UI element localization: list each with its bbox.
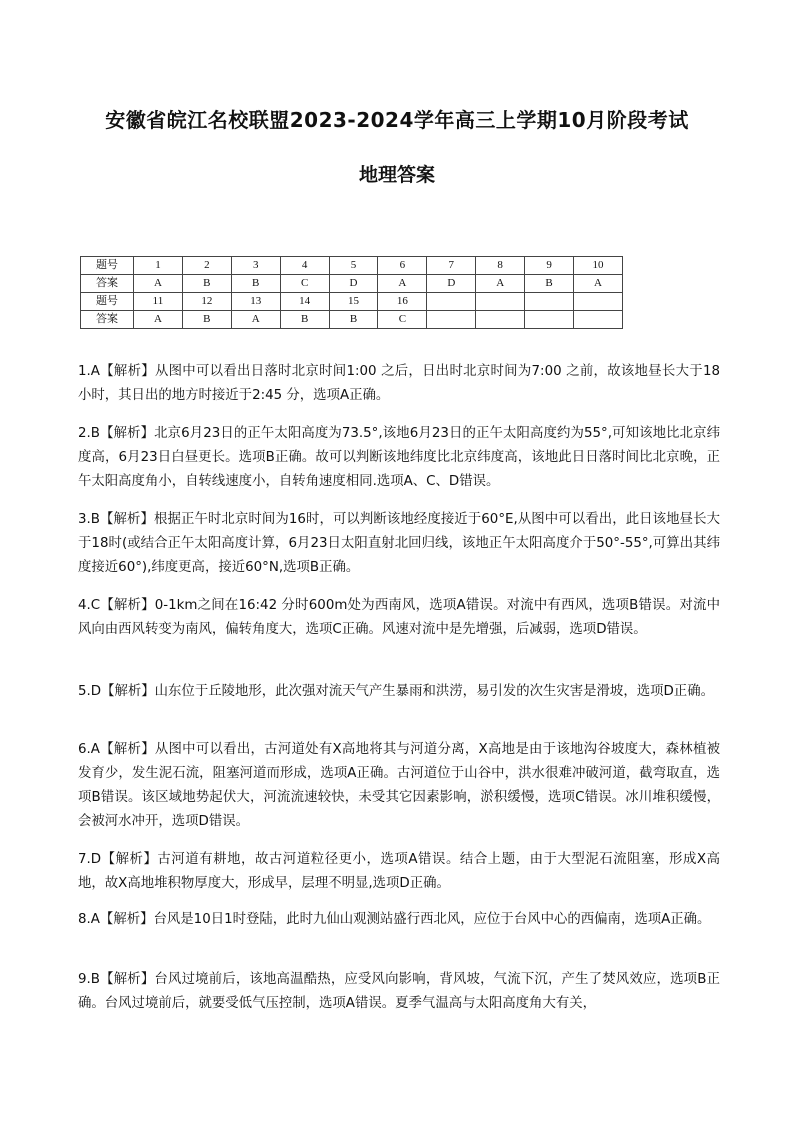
table-row-header: 答案 [81, 275, 134, 293]
table-row-header: 题号 [81, 257, 134, 275]
table-cell: 2 [182, 257, 231, 275]
explanation-1: 1.A【解析】从图中可以看出日落时北京时间1:00 之后，日出时北京时间为7:00 之前，故该地昼长大于18小时，其日出的地方时接近于2:45 分，选项A正确。 [78, 364, 720, 403]
table-cell: 11 [134, 293, 183, 311]
table-cell: 5 [329, 257, 378, 275]
table-cell: A [134, 311, 183, 329]
explanation-4: 4.C【解析】0-1km之间在16:42 分时600m处为西南风，选项A错误。对流中有西风，选项B错误。对流中风向由西风转变为南风，偏转角度大，选项C正确。风速对流中是先增强，后减弱，选项D错误。 [78, 598, 720, 637]
explanation-3: 3.B【解析】根据正午时北京时间为16时，可以判断该地经度接近于60°E,从图中可以看出，此日该地昼长大于18时(或结合正午太阳高度计算，6月23日太阳直射北回归线，该地正午太阳高度介于50°-55°,可算出其纬度接近60°),纬度更高，接近60°N,选项B正确。 [78, 512, 720, 575]
table-cell: A [231, 311, 280, 329]
document-title: 安徽省皖江名校联盟2023-2024学年高三上学期10月阶段考试 [105, 108, 689, 132]
table-cell [476, 293, 525, 311]
table-cell [574, 293, 623, 311]
table-cell: 4 [280, 257, 329, 275]
explanation-2: 2.B【解析】北京6月23日的正午太阳高度为73.5°,该地6月23日的正午太阳高度约为55°,可知该地比北京纬度高，6月23日白昼更长。选项B正确。故可以判断该地纬度比北京纬度高，该地此日日落时间比北京晚，正午太阳高度角小，自转线速度小，自转角速度相同.选项A、C、D错误。 [78, 426, 720, 489]
table-cell: A [378, 275, 427, 293]
table-cell: 14 [280, 293, 329, 311]
table-cell: 8 [476, 257, 525, 275]
table-cell: 7 [427, 257, 476, 275]
table-cell: B [182, 275, 231, 293]
table-row [81, 311, 623, 329]
table-cell: A [574, 275, 623, 293]
table-cell [427, 293, 476, 311]
table-row-header: 题号 [81, 293, 134, 311]
table-cell: C [378, 311, 427, 329]
table-cell: 1 [134, 257, 183, 275]
table-cell: D [427, 275, 476, 293]
table-cell: 10 [574, 257, 623, 275]
table-cell: 9 [525, 257, 574, 275]
table-cell [574, 311, 623, 329]
table-cell: B [525, 275, 574, 293]
table-row-header: 答案 [81, 311, 134, 329]
table-cell: A [134, 275, 183, 293]
table-cell: B [182, 311, 231, 329]
explanation-6: 6.A【解析】从图中可以看出，古河道处有X高地将其与河道分离，X高地是由于该地沟谷坡度大，森林植被发育少，发生泥石流，阻塞河道而形成，选项A正确。古河道位于山谷中，洪水很难冲破河道，截弯取直，选项B错误。该区域地势起伏大，河流流速较快，未受其它因素影响，淤积缓慢，选项C错误。冰川堆积缓慢，会被河水冲开，选项D错误。 [78, 742, 720, 829]
explanation-7: 7.D【解析】古河道有耕地，故古河道粒径更小，选项A错误。结合上题，由于大型泥石流阻塞，形成X高地，故X高地堆积物厚度大，形成早，层理不明显,选项D正确。 [78, 852, 720, 891]
table-row [81, 257, 623, 275]
table-cell: A [476, 275, 525, 293]
table-cell: 6 [378, 257, 427, 275]
table-cell: 12 [182, 293, 231, 311]
table-cell: B [280, 311, 329, 329]
table-row [81, 275, 623, 293]
table-cell [525, 293, 574, 311]
table-row [81, 293, 623, 311]
explanation-9: 9.B【解析】台风过境前后，该地高温酷热，应受风向影响，背风坡，气流下沉，产生了焚风效应，选项B正确。台风过境前后，就要受低气压控制，选项A错误。夏季气温高与太阳高度角大有关， [78, 972, 720, 1011]
explanation-5: 5.D【解析】山东位于丘陵地形，此次强对流天气产生暴雨和洪涝，易引发的次生灾害是滑坡，选项D正确。 [78, 684, 714, 699]
explanation-8: 8.A【解析】台风是10日1时登陆，此时九仙山观测站盛行西北风，应位于台风中心的西偏南，选项A正确。 [78, 912, 711, 927]
table-cell: D [329, 275, 378, 293]
table-cell [525, 311, 574, 329]
table-cell: 16 [378, 293, 427, 311]
document-subtitle: 地理答案 [358, 164, 435, 186]
table-cell: 15 [329, 293, 378, 311]
table-cell: 3 [231, 257, 280, 275]
table-cell [427, 311, 476, 329]
table-cell: 13 [231, 293, 280, 311]
table-cell: C [280, 275, 329, 293]
answer-table [80, 256, 623, 329]
table-cell: B [329, 311, 378, 329]
table-cell: B [231, 275, 280, 293]
table-cell [476, 311, 525, 329]
